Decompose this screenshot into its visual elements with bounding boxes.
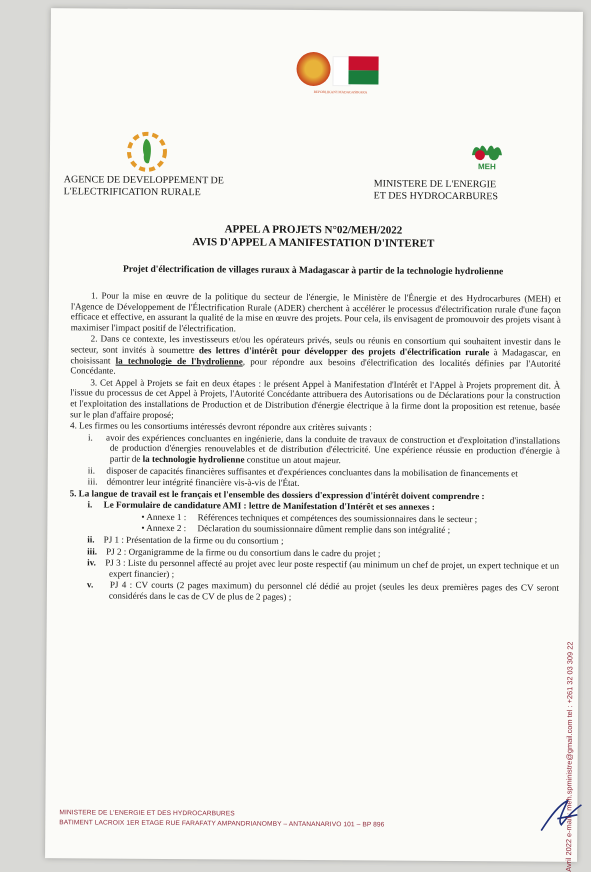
document-subtitle: Projet d'électrification de villages ruraux à Madagascar à partir de la technologie hydrolienne xyxy=(122,264,504,278)
dossier-item: ii. PJ 1 : Présentation de la firme ou du consortium ; xyxy=(87,534,284,546)
title-line-1: APPEL A PROJETS N°02/MEH/2022 xyxy=(224,223,403,237)
criteria-item: i. avoir des expériences concluantes en ingénierie, dans la conduite de travaux de construction et d'exploitation d'installations de production d'énergies renouvelables et de distribution d'électricité. Une expérience réussie en production d'énergie à partir de la technologie hydrolienne constitue un atout majeur. xyxy=(87,432,561,466)
side-contact: Avril 2022 e-mail : meh.spministre@gmail.com tel : +261 32 03 309 22 xyxy=(563,641,575,872)
criteria-item: ii. disposer de capacités financières suffisantes et d'expériences concluantes dans la mobilisation de financements et xyxy=(87,464,518,478)
ader-logo-icon xyxy=(122,127,172,177)
meh-logo-text: MEH xyxy=(477,162,496,172)
title-line-2: AVIS D'APPEL A MANIFESTATION D'INTERET xyxy=(192,236,435,250)
footer-line-1: MINISTERE DE L'ENERGIE ET DES HYDROCARBURES xyxy=(59,809,235,818)
annex-item: • Annexe 1 : Références techniques et compétences des soumissionnaires dans le secteur ; xyxy=(141,511,478,525)
meh-org-name: MINISTERE DE L'ENERGIE ET DES HYDROCARBURES xyxy=(373,178,498,203)
paragraph-2: 2. Dans ce contexte, les investisseurs et/ou les opérateurs privés, seuls ou réunis en consortium qui souhaitent investir dans le secteur, sont invités à soumettre des lettres d'intérêt pour développer des projets d'électrification rurale à Madagascar, en choisissant la technologie de l'hydrolienne, pour répondre aux besoins d'électrification des localités définies par l'Autorité Concédante. xyxy=(70,333,561,376)
seal-icon xyxy=(296,52,330,86)
document-page xyxy=(45,8,583,872)
dossier-item: v. PJ 4 : CV courts (2 pages maximum) du personnel clé dédié au projet (seules les deux premières pages des CV seront considérés dans le cas de CV de plus de 2 pages) ; xyxy=(86,579,559,602)
meh-logo-icon xyxy=(464,135,510,171)
page-footer xyxy=(59,808,529,831)
ader-org-name: AGENCE DE DEVELOPPEMENT DE L'ELECTRIFICATION RURALE xyxy=(63,174,224,199)
dossier-item: i. Le Formulaire de candidature AMI : lettre de Manifestation d'Intérêt et ses annexes : xyxy=(87,499,435,513)
paragraph-5: 5. La langue de travail est le français et l'ensemble des dossiers d'expression d'intérêt doivent comprendre : xyxy=(69,487,485,501)
madagascar-emblem xyxy=(284,46,394,117)
dossier-item: iii. PJ 2 : Organigramme de la firme ou du consortium dans le cadre du projet ; xyxy=(87,546,381,559)
criteria-item: iii. démontrer leur intégrité financière vis-à-vis de l'État. xyxy=(87,476,300,488)
footer-line-2: BATIMENT LACROIX 1ER ETAGE RUE FARAFATY AMPANDRIANOMBY – ANTANANARIVO 101 – BP 896 xyxy=(59,819,385,829)
dossier-item: iv. PJ 3 : Liste du personnel affecté au projet avec leur poste respectif (au minimum un chef de projet, un expert technique et un expert financier) ; xyxy=(87,557,560,579)
signature-icon xyxy=(537,795,585,837)
emblem-caption: REPOBLIKAN'I MADAGASIKARA xyxy=(313,89,368,95)
document-body xyxy=(69,290,561,605)
paragraph-4: 4. Les firmes ou les consortiums intéressés devront répondre aux critères suivants : xyxy=(70,420,372,433)
paragraph-1: 1. Pour la mise en œuvre de la politique du secteur de l'énergie, le Ministère de l'Énergie et des Hydrocarbures (MEH) et l'Agence de Développement de l'Électrification Rurale (ADER) cherchent à accélérer le processus d'électrification rurale d'une façon efficace et effective, en assurant la qualité de la mise en œuvre des projets. Pour cela, ils envisagent de promouvoir des projets visant à maximiser l'impact positif de l'électrification. xyxy=(70,290,561,334)
paragraph-3: 3. Cet Appel à Projets se fait en deux étapes : le présent Appel à Manifestation d'Intérêt et l'Appel à Projets proprement dit. À l'issue du processus de cet Appel à Projets, l'Autorité Concédante attribuera des Autorisations ou de Déclarations pour la construction et l'exploitation des installations de Production et de Distribution d'énergie électrique à la firme dont la proposition est retenue, basée sur le plan d'affaire proposé; xyxy=(70,377,561,420)
document-title xyxy=(63,222,563,251)
annex-item: • Annexe 2 : Déclaration du soumissionnaire dûment remplie dans son intégralité ; xyxy=(141,523,451,536)
